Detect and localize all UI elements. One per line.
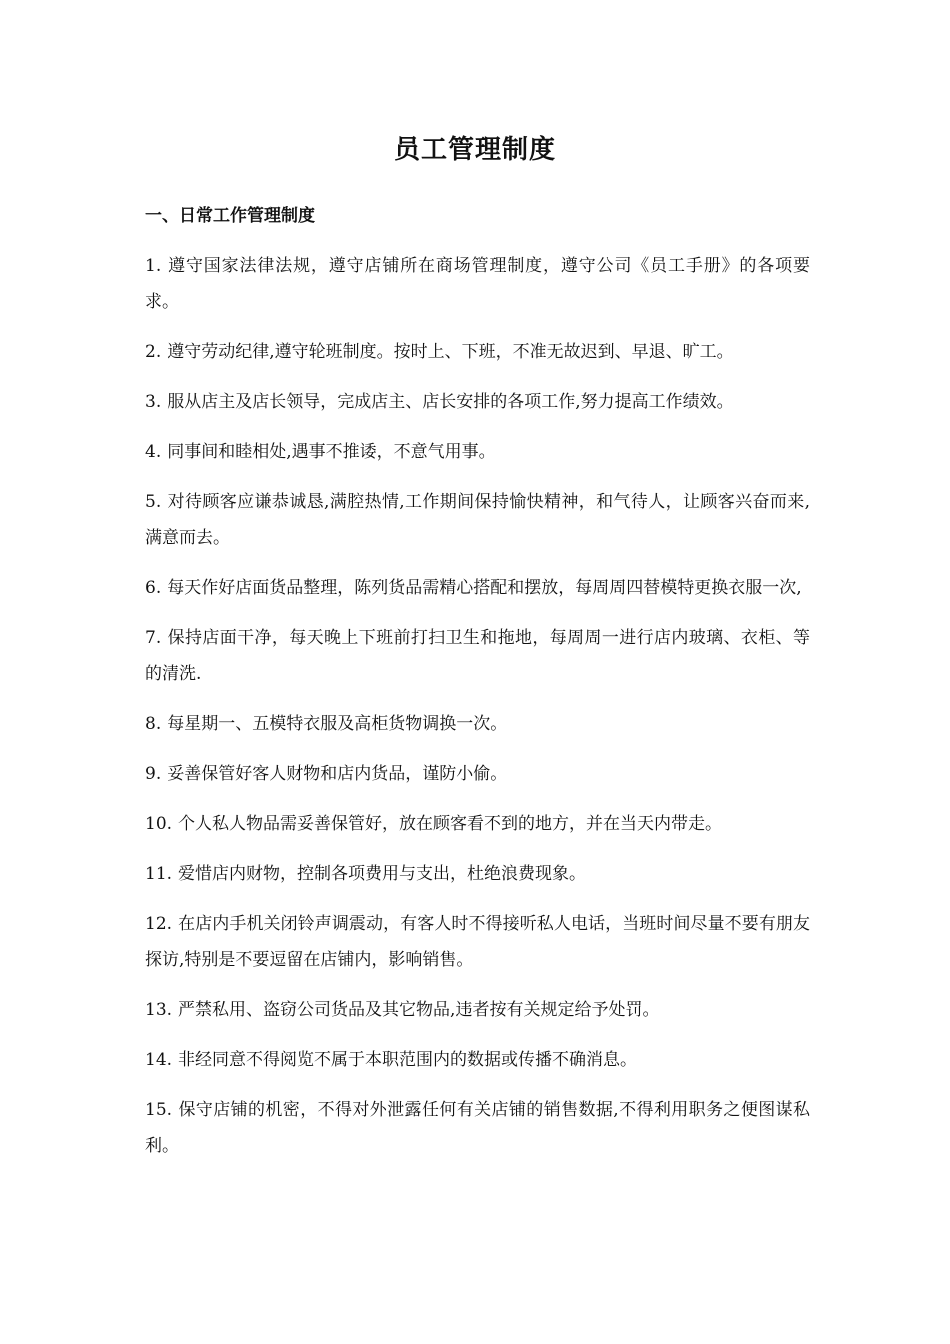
rule-number: 10. [145, 814, 173, 834]
rule-text: 严禁私用、盗窃公司货品及其它物品,违者按有关规定给予处罚。 [178, 1000, 660, 1020]
rule-number: 15. [145, 1100, 173, 1120]
rule-item [145, 434, 810, 470]
rule-number: 9. [145, 764, 162, 784]
rule-text: 个人私人物品需妥善保管好，放在顾客看不到的地方，并在当天内带走。 [178, 814, 723, 834]
rule-number: 4. [145, 442, 162, 462]
rule-item [145, 992, 810, 1028]
rule-item [145, 384, 810, 420]
rule-item [145, 806, 810, 842]
rule-number: 7. [145, 628, 162, 648]
rule-text: 保持店面干净，每天晚上下班前打扫卫生和拖地，每周周一进行店内玻璃、衣柜、等的清洗. [145, 628, 810, 684]
rule-text: 每天作好店面货品整理，陈列货品需精心搭配和摆放，每周周四替模特更换衣服一次, [167, 578, 802, 598]
rule-number: 13. [145, 1000, 173, 1020]
rule-item [145, 756, 810, 792]
rule-item [145, 620, 810, 692]
rule-text: 在店内手机关闭铃声调震动，有客人时不得接听私人电话，当班时间尽量不要有朋友探访,特别是不要逗留在店铺内，影响销售。 [145, 914, 810, 970]
rule-item [145, 570, 810, 606]
rule-item [145, 1092, 810, 1164]
rule-number: 3. [145, 392, 162, 412]
rules-list [145, 248, 810, 1178]
rule-text: 妥善保管好客人财物和店内货品，谨防小偷。 [167, 764, 508, 784]
rule-text: 保守店铺的机密，不得对外泄露任何有关店铺的销售数据,不得利用职务之便图谋私利。 [145, 1100, 810, 1156]
rule-item [145, 334, 810, 370]
rule-text: 遵守劳动纪律,遵守轮班制度。按时上、下班，不准无故迟到、早退、旷工。 [167, 342, 734, 362]
rule-number: 1. [145, 256, 162, 276]
rule-number: 6. [145, 578, 162, 598]
rule-text: 服从店主及店长领导，完成店主、店长安排的各项工作,努力提高工作绩效。 [167, 392, 734, 412]
rule-number: 8. [145, 714, 162, 734]
rule-item [145, 484, 810, 556]
rule-text: 同事间和睦相处,遇事不推诿，不意气用事。 [167, 442, 496, 462]
rule-text: 爱惜店内财物，控制各项费用与支出，杜绝浪费现象。 [178, 864, 587, 884]
page-title: 员工管理制度 [393, 135, 556, 165]
rule-text: 遵守国家法律法规，遵守店铺所在商场管理制度，遵守公司《员工手册》的各项要求。 [145, 256, 810, 312]
rule-item [145, 906, 810, 978]
rule-item [145, 248, 810, 320]
rule-number: 2. [145, 342, 162, 362]
rule-number: 12. [145, 914, 173, 934]
rule-item [145, 856, 810, 892]
rule-item [145, 1042, 810, 1078]
rule-number: 5. [145, 492, 162, 512]
rule-text: 每星期一、五模特衣服及高柜货物调换一次。 [167, 714, 508, 734]
section-heading: 一、日常工作管理制度 [145, 206, 315, 226]
rule-text: 对待顾客应谦恭诚恳,满腔热情,工作期间保持愉快精神，和气待人，让顾客兴奋而来,满意而去。 [145, 492, 810, 548]
rule-item [145, 706, 810, 742]
rule-number: 11. [145, 864, 173, 884]
rule-number: 14. [145, 1050, 173, 1070]
rule-text: 非经同意不得阅览不属于本职范围内的数据或传播不确消息。 [178, 1050, 638, 1070]
